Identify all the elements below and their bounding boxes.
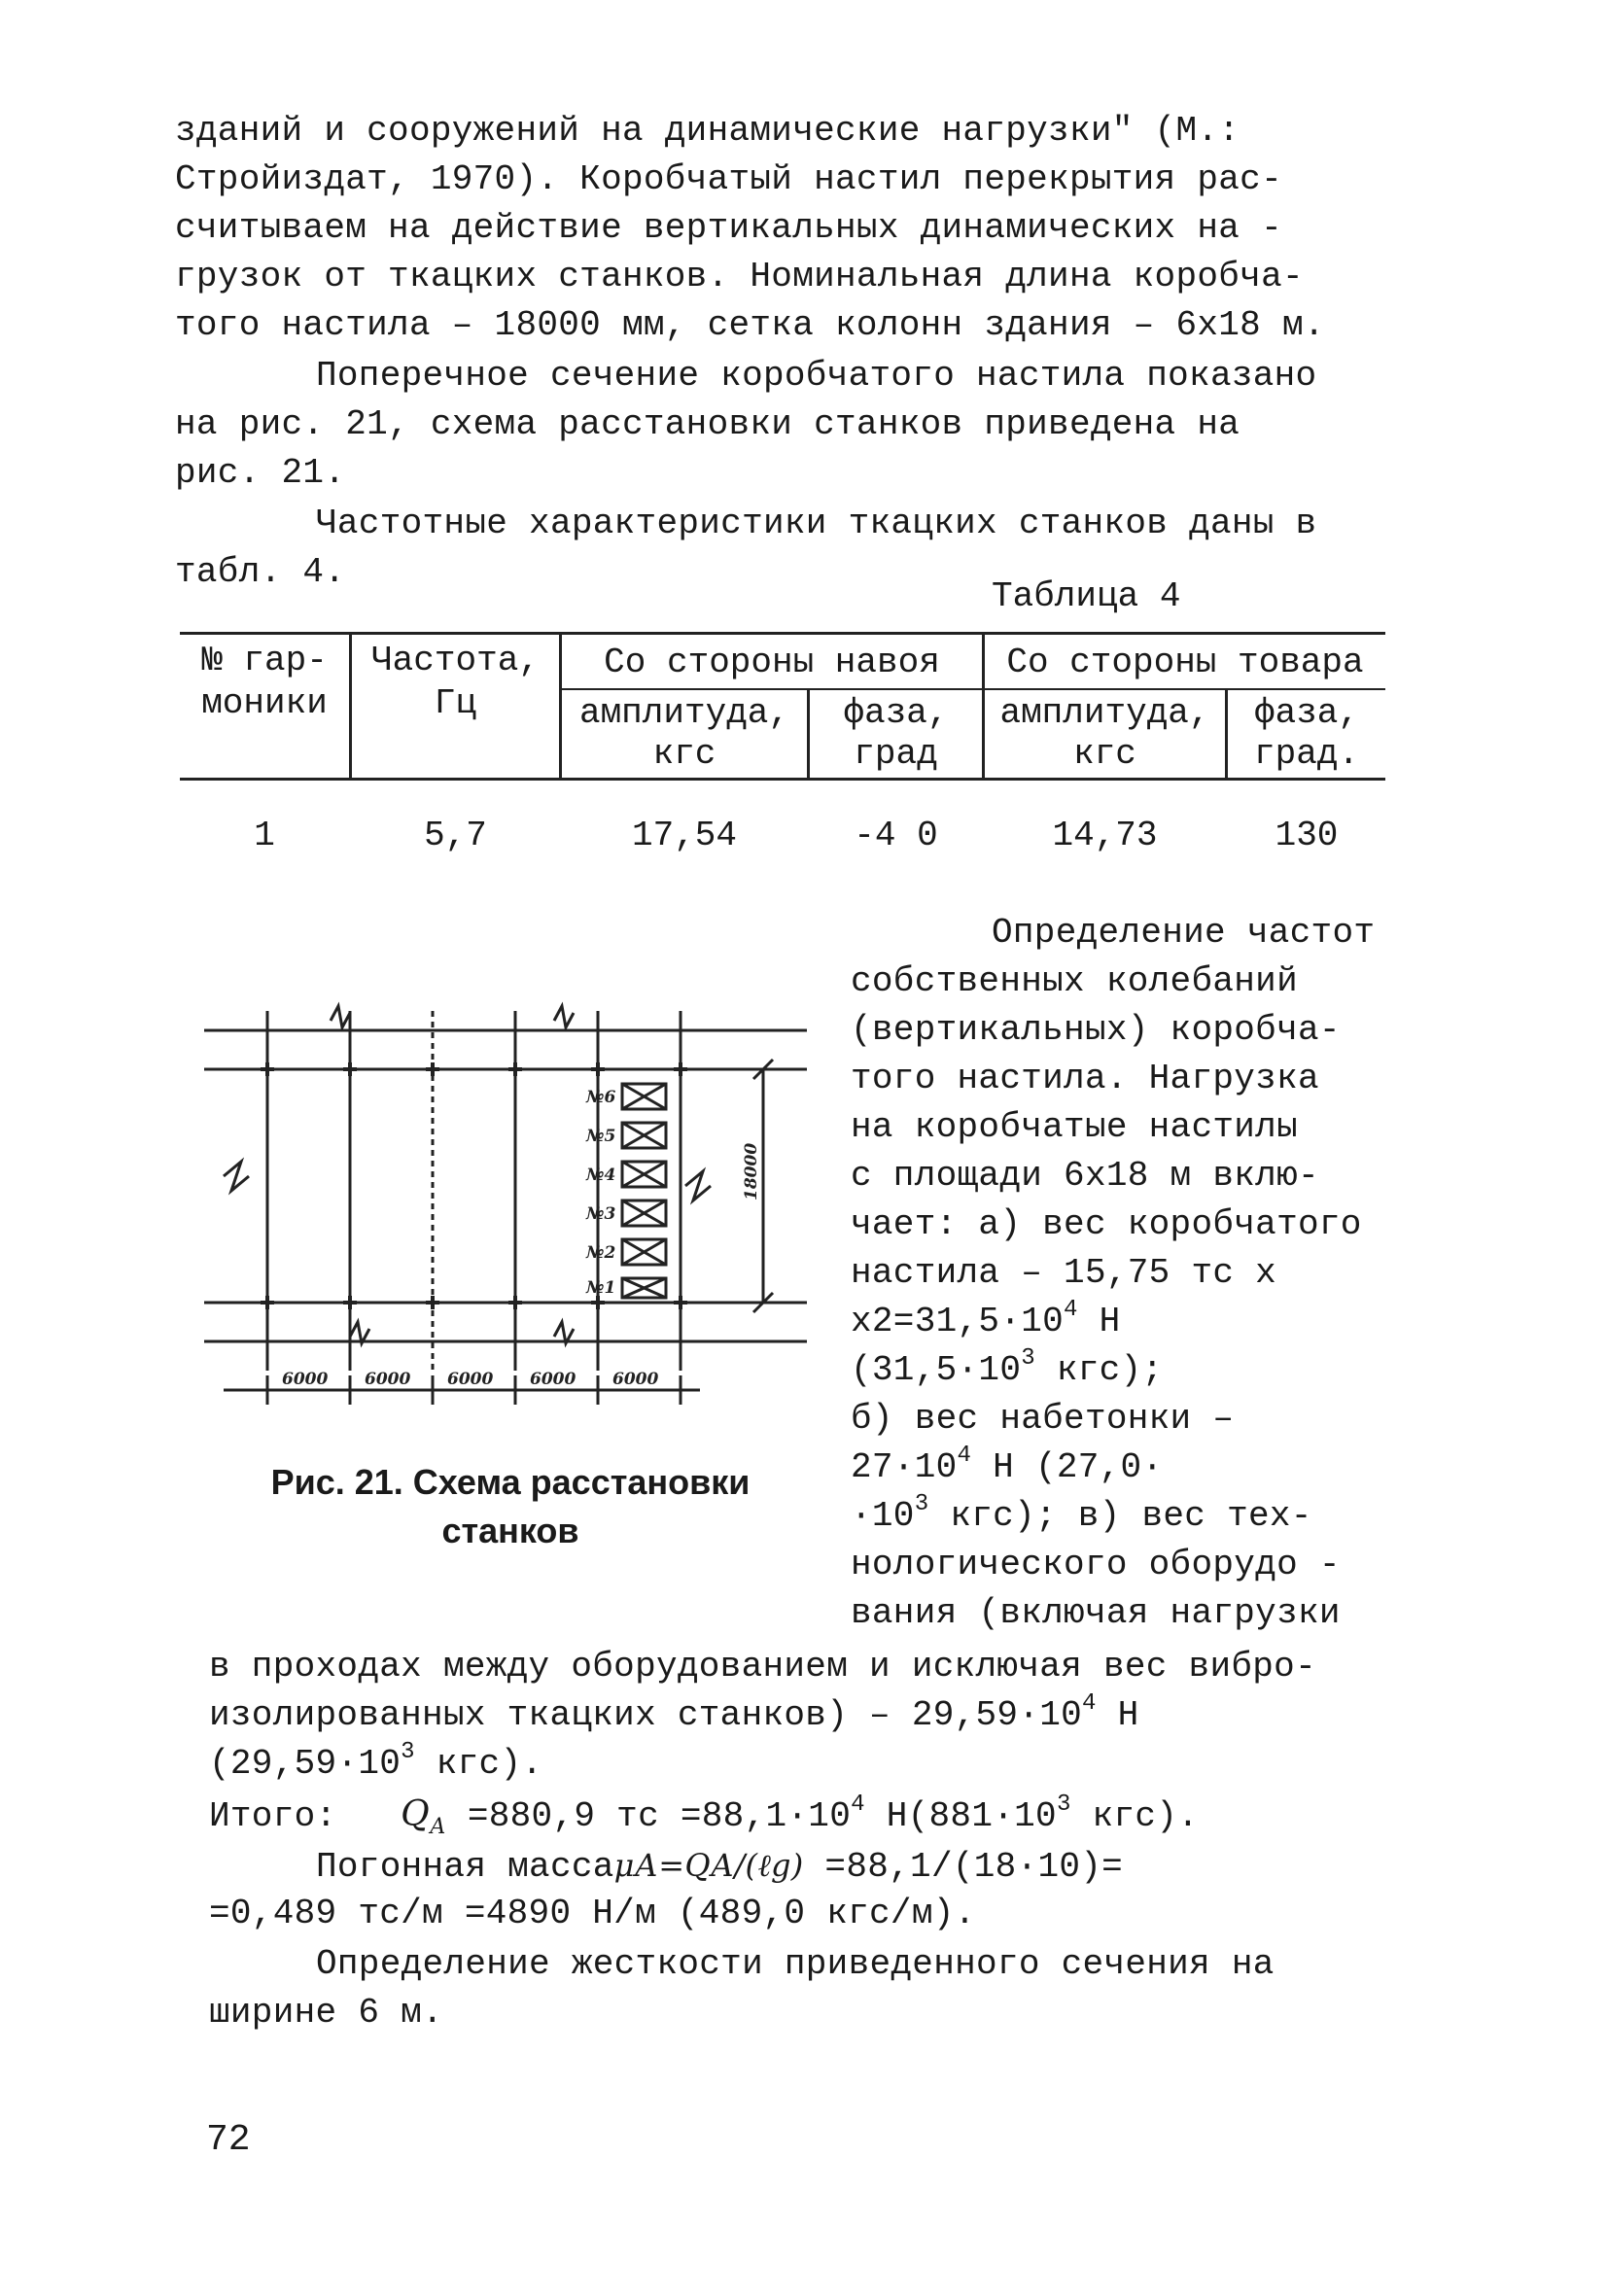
- cell-harmonic: 1: [254, 816, 275, 855]
- dimension-label: 6000: [282, 1370, 329, 1389]
- total-line: Итого: $Q_А =880,9$ тс $=88,1\cdot 10^4$ $Н(881\cdot 10^3$ кгс).: [209, 1792, 1200, 1840]
- dimension-label: 6000: [365, 1370, 411, 1389]
- header-amplitude: амплитуда,: [578, 693, 790, 733]
- header-frequency: Частота,: [371, 641, 540, 680]
- header-amplitude: кгс: [1073, 734, 1136, 774]
- text-line: в проходах между оборудованием и исключая вес вибро-: [209, 1647, 1316, 1687]
- mass-line: Погонная массаμА=QА/(ℓg) =88,1/(18·10)=: [316, 1847, 1124, 1887]
- span-label: 18000: [742, 1142, 761, 1200]
- text-line: считываем на действие вертикальных динамических на -: [175, 208, 1282, 248]
- header-harmonic: № гар-: [201, 641, 328, 680]
- text-line: $\cdot 10^3$ кгс); в) вес тех-: [851, 1491, 1312, 1536]
- header-amplitude: кгс: [652, 734, 716, 774]
- text-line: ($31,5\cdot 10^3$ кгс);: [851, 1345, 1164, 1390]
- cell-amplitude: 14,73: [1052, 816, 1158, 855]
- text-line: $27\cdot 10^4$ Н (27,0·: [851, 1443, 1164, 1487]
- text-line: настила – 15,75 тс х: [851, 1253, 1277, 1293]
- text-line: =0,489 тс/м =4890 Н/м (489,0 кгс/м).: [209, 1894, 976, 1933]
- machine-label: №3: [586, 1204, 616, 1224]
- dimension-label: 6000: [447, 1370, 494, 1389]
- machine-layout-diagram: [194, 982, 817, 1429]
- text-line: б) вес набетонки –: [851, 1399, 1235, 1439]
- header-phase: град: [854, 734, 938, 774]
- header-amplitude: амплитуда,: [999, 693, 1210, 733]
- text-line: зданий и сооружений на динамические нагрузки" (М.:: [175, 111, 1240, 151]
- text-line: табл. 4.: [175, 552, 346, 592]
- table-header-rule: [180, 778, 1385, 781]
- table-caption: Таблица 4: [992, 576, 1181, 616]
- machine-label: №5: [586, 1127, 616, 1146]
- text-line: Стройиздат, 1970). Коробчатый настил перекрытия рас-: [175, 159, 1282, 199]
- text-line: чает: а) вес коробчатого: [851, 1204, 1362, 1244]
- cell-phase: -4 0: [854, 816, 938, 855]
- header-phase: фаза,: [1253, 693, 1360, 733]
- text-line: (вертикальных) коробча-: [851, 1010, 1341, 1050]
- text-line: нологического оборудо -: [851, 1545, 1341, 1584]
- text-line: с площади 6х18 м вклю-: [851, 1156, 1319, 1196]
- text-line: Определение жесткости приведенного сечения на: [316, 1944, 1275, 1984]
- machine-label: №2: [586, 1243, 616, 1263]
- machine-label: №4: [586, 1165, 616, 1185]
- text-line: вания (включая нагрузки: [851, 1593, 1341, 1633]
- text-line: ширине 6 м.: [209, 1993, 443, 2033]
- text-line: того настила. Нагрузка: [851, 1059, 1319, 1098]
- header-group-warp: Со стороны навоя: [604, 643, 940, 682]
- text-line: Частотные характеристики ткацких станков даны в: [316, 504, 1317, 543]
- text-line: грузок от ткацких станков. Номинальная длина коробча-: [175, 257, 1304, 296]
- header-group-cloth: Со стороны товара: [1006, 643, 1364, 682]
- text-line: того настила – 18000 мм, сетка колонн здания – 6х18 м.: [175, 305, 1325, 345]
- machine-label: №1: [586, 1278, 616, 1298]
- text-line: Определение частот: [992, 913, 1376, 953]
- page-number: 72: [206, 2119, 251, 2161]
- machine-label: №6: [586, 1088, 616, 1107]
- header-phase: фаза,: [843, 693, 949, 733]
- cell-amplitude: 17,54: [631, 816, 738, 855]
- text-line: $х2=31,5\cdot 10^4$ Н: [851, 1297, 1121, 1341]
- cell-phase: 130: [1275, 816, 1339, 855]
- table-group-rule: [559, 688, 1385, 690]
- header-frequency: Гц: [434, 683, 477, 723]
- header-phase: град.: [1253, 734, 1360, 774]
- header-harmonic: моники: [201, 683, 328, 723]
- table-top-rule: [180, 632, 1385, 635]
- text-line: Поперечное сечение коробчатого настила показано: [316, 356, 1317, 396]
- text-line: изолированных ткацких станков) – $29,59\cdot 10^4$ Н: [209, 1690, 1139, 1735]
- figure-caption: станков: [441, 1511, 579, 1550]
- text-line: собственных колебаний: [851, 961, 1298, 1001]
- text-line: рис. 21.: [175, 453, 346, 493]
- figure-caption: Рис. 21. Схема расстановки: [270, 1462, 751, 1502]
- text-line: ($29,59\cdot 10^3$ кгс).: [209, 1739, 543, 1784]
- text-line: на рис. 21, схема расстановки станков приведена на: [175, 404, 1240, 444]
- cell-frequency: 5,7: [424, 816, 487, 855]
- dimension-label: 6000: [612, 1370, 659, 1389]
- dimension-label: 6000: [530, 1370, 576, 1389]
- text-line: на коробчатые настилы: [851, 1107, 1298, 1147]
